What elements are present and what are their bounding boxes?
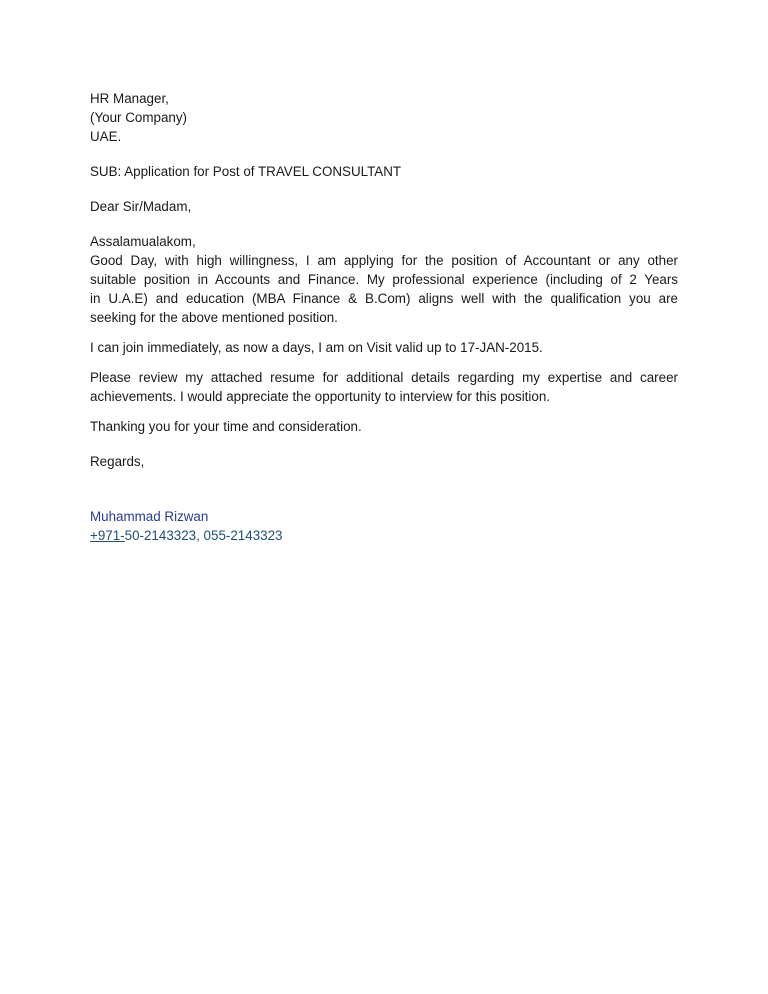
salutation: Dear Sir/Madam, [90,199,192,214]
body-paragraph-1 [90,232,678,327]
subject-line: SUB: Application for Post of TRAVEL CONSULTANT [90,164,402,179]
greeting: Assalamualakom, [90,234,196,249]
address-line-2: (Your Company) [90,110,188,125]
address-line-3: UAE. [90,129,122,144]
paragraph-3-line-2: achievements. I would appreciate the opportunity to interview for this position. [90,389,550,404]
signature-name: Muhammad Rizwan [90,509,209,524]
body-paragraph-3 [90,368,678,406]
phone-link[interactable]: +971- [90,528,125,543]
paragraph-1-line-3: in U.A.E) and education (MBA Finance & B.Com) aligns well with the qualification you are [90,291,678,306]
cover-letter [90,89,678,545]
signature-block [90,507,678,545]
paragraph-3-line-1: Please review my attached resume for additional details regarding my expertise and career [90,370,678,385]
phone-numbers: 50-2143323, 055-2143323 [124,528,283,543]
signature-phone [90,526,678,545]
body-paragraph-2: I can join immediately, as now a days, I am on Visit valid up to 17-JAN-2015. [90,340,543,355]
recipient-address [90,89,678,146]
address-line-1: HR Manager, [90,91,169,106]
paragraph-1-line-1: Good Day, with high willingness, I am applying for the position of Accountant or any other [90,253,678,268]
closing-regards: Regards, [90,454,145,469]
closing-thanks: Thanking you for your time and consideration. [90,419,362,434]
paragraph-1-line-2: suitable position in Accounts and Finance. My professional experience (including of 2 Years [90,272,678,287]
paragraph-1-line-4: seeking for the above mentioned position. [90,310,338,325]
